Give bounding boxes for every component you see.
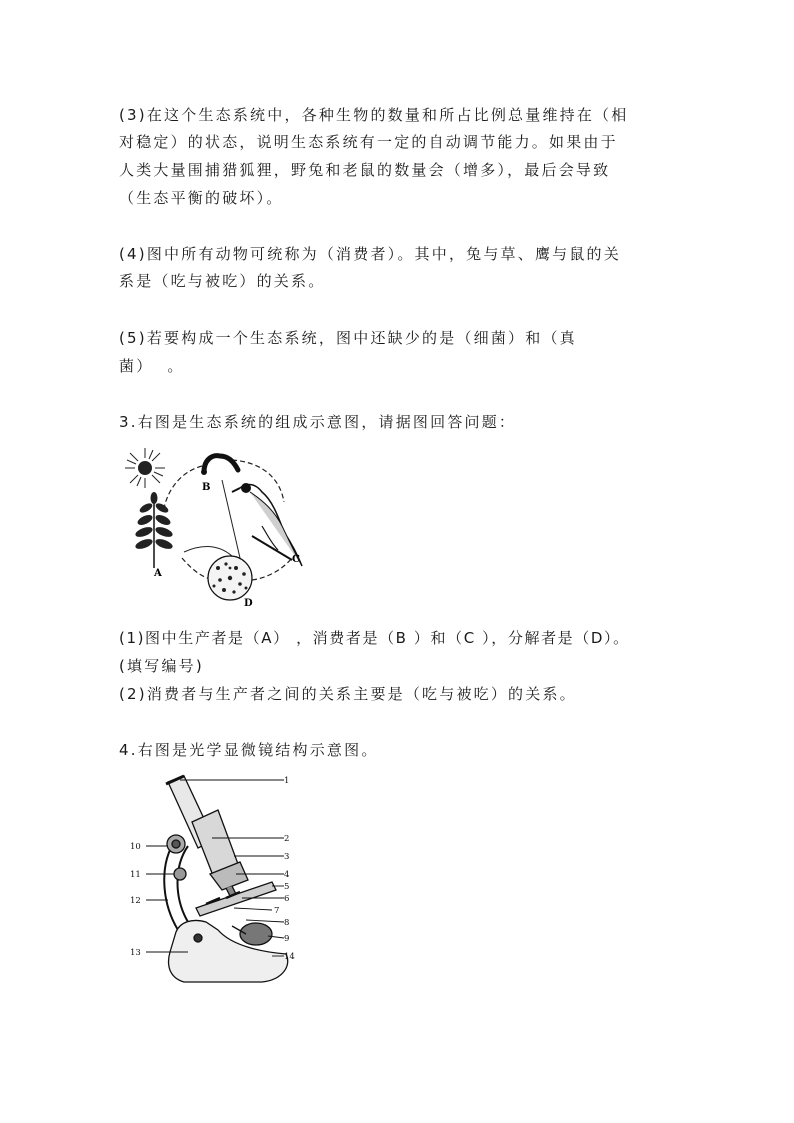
q2-p3-line4: （生态平衡的破坏）。 bbox=[119, 189, 284, 207]
q3-heading: 3.右图是生态系统的组成示意图，请据图回答问题： bbox=[119, 413, 517, 431]
microscope-diagram bbox=[122, 770, 312, 992]
part-label-3: 3 bbox=[284, 852, 290, 862]
q3-answer-1: (1)图中生产者是（A） ，消费者是（B ）和（C ），分解者是（D）。 bbox=[119, 629, 630, 647]
label-b: B bbox=[202, 482, 211, 493]
microbes-icon bbox=[208, 556, 252, 600]
part-label-12: 12 bbox=[130, 896, 141, 906]
caterpillar-icon bbox=[201, 456, 238, 475]
label-a: A bbox=[154, 568, 162, 579]
q2-p3-line3: 人类大量围捕猎狐狸，野兔和老鼠的数量会（增多），最后会导致 bbox=[119, 161, 611, 179]
part-label-4: 4 bbox=[284, 870, 290, 880]
part-label-9: 9 bbox=[284, 934, 290, 944]
part-label-1: 1 bbox=[284, 776, 290, 786]
part-label-8: 8 bbox=[284, 918, 290, 928]
part-label-11: 11 bbox=[130, 870, 141, 880]
label-c: C bbox=[292, 554, 300, 565]
q2-p4-line1: (4)图中所有动物可统称为（消费者）。其中，兔与草、鹰与鼠的关 bbox=[119, 245, 621, 263]
q2-p4-line2: 系是（吃与被吃）的关系。 bbox=[119, 272, 326, 290]
part-label-5: 5 bbox=[284, 882, 290, 892]
part-label-7: 7 bbox=[274, 906, 280, 916]
plant-icon bbox=[134, 492, 174, 568]
part-label-2: 2 bbox=[284, 834, 290, 844]
q2-p3-line1: (3)在这个生态系统中，各种生物的数量和所占比例总量维持在（相 bbox=[119, 106, 629, 124]
part-label-6: 6 bbox=[284, 894, 290, 904]
ecosystem-diagram bbox=[122, 440, 332, 610]
part-label-13: 13 bbox=[130, 948, 141, 958]
part-label-14: 14 bbox=[284, 952, 295, 962]
part-label-10: 10 bbox=[130, 842, 141, 852]
sun-icon bbox=[125, 448, 165, 488]
q2-p5-line1: (5)若要构成一个生态系统，图中还缺少的是（细菌）和（真 bbox=[119, 329, 577, 347]
q2-p5-line2: 菌） 。 bbox=[119, 357, 185, 375]
q4-heading: 4.右图是光学显微镜结构示意图。 bbox=[119, 741, 379, 759]
q3-answer-1-note: (填写编号) bbox=[119, 657, 204, 675]
q2-p3-line2: 对稳定）的状态，说明生态系统有一定的自动调节能力。如果由于 bbox=[119, 133, 618, 151]
q3-answer-2: (2)消费者与生产者之间的关系主要是（吃与被吃）的关系。 bbox=[119, 685, 577, 703]
label-d: D bbox=[244, 598, 253, 609]
